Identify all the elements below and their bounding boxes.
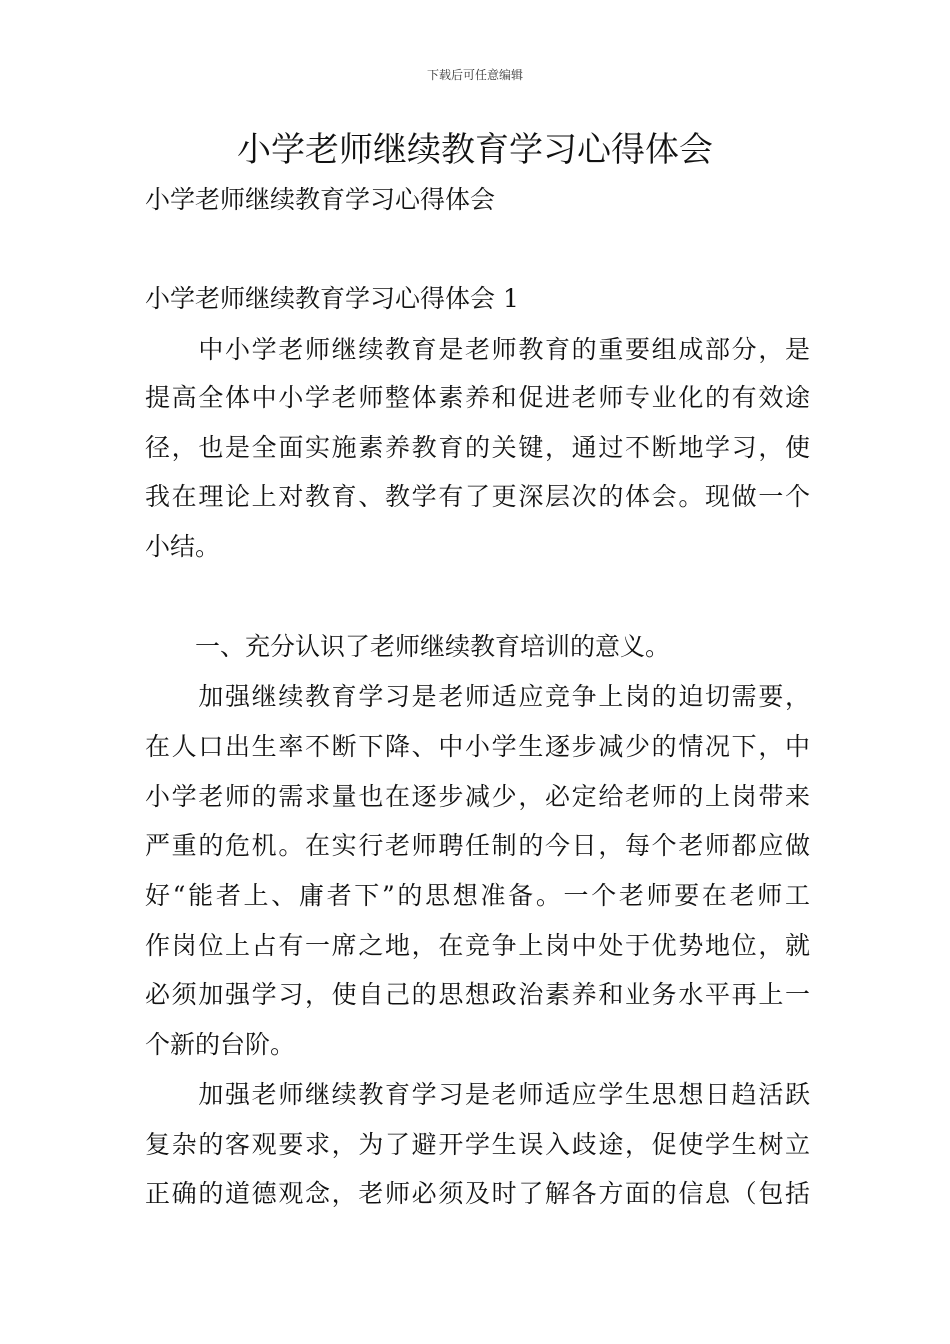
paragraph-line: 复杂的客观要求，为了避开学生误入歧途，促使学生树立 <box>145 1130 810 1159</box>
subtitle-line: 小学老师继续教育学习心得体会 <box>145 185 496 214</box>
paragraph-line: 我在理论上对教育、教学有了更深层次的体会。现做一个 <box>145 482 810 511</box>
paragraph-line: 好“能者上、庸者下”的思想准备。一个老师要在老师工 <box>145 881 810 910</box>
paragraph-line: 径，也是全面实施素养教育的关键，通过不断地学习，使 <box>145 433 810 462</box>
paragraph-line: 小学老师的需求量也在逐步减少，必定给老师的上岗带来 <box>145 782 810 811</box>
paragraph-line: 加强老师继续教育学习是老师适应学生思想日趋活跃 <box>145 1080 810 1109</box>
paragraph-line: 作岗位上占有一席之地，在竞争上岗中处于优势地位，就 <box>145 931 810 960</box>
paragraph-line: 加强继续教育学习是老师适应竞争上岗的迫切需要， <box>145 682 810 711</box>
paragraph-line: 在人口出生率不断下降、中小学生逐步减少的情况下，中 <box>145 732 810 761</box>
header-note: 下载后可任意编辑 <box>426 68 523 82</box>
paragraph-line: 提高全体中小学老师整体素养和促进老师专业化的有效途 <box>145 383 810 412</box>
paragraph-line: 严重的危机。在实行老师聘任制的今日，每个老师都应做 <box>145 831 810 860</box>
document-title: 小学老师继续教育学习心得体会 <box>237 130 713 170</box>
paragraph-line: 中小学老师继续教育是老师教育的重要组成部分，是 <box>145 335 810 364</box>
paragraph-line: 个新的台阶。 <box>145 1030 296 1059</box>
paragraph-line: 小结。 <box>145 532 221 561</box>
section-heading: 小学老师继续教育学习心得体会 1 <box>145 284 519 313</box>
subsection-heading: 一、充分认识了老师继续教育培训的意义。 <box>145 632 671 661</box>
paragraph-line: 正确的道德观念，老师必须及时了解各方面的信息（包括 <box>145 1179 810 1208</box>
paragraph-line: 必须加强学习，使自己的思想政治素养和业务水平再上一 <box>145 980 810 1009</box>
